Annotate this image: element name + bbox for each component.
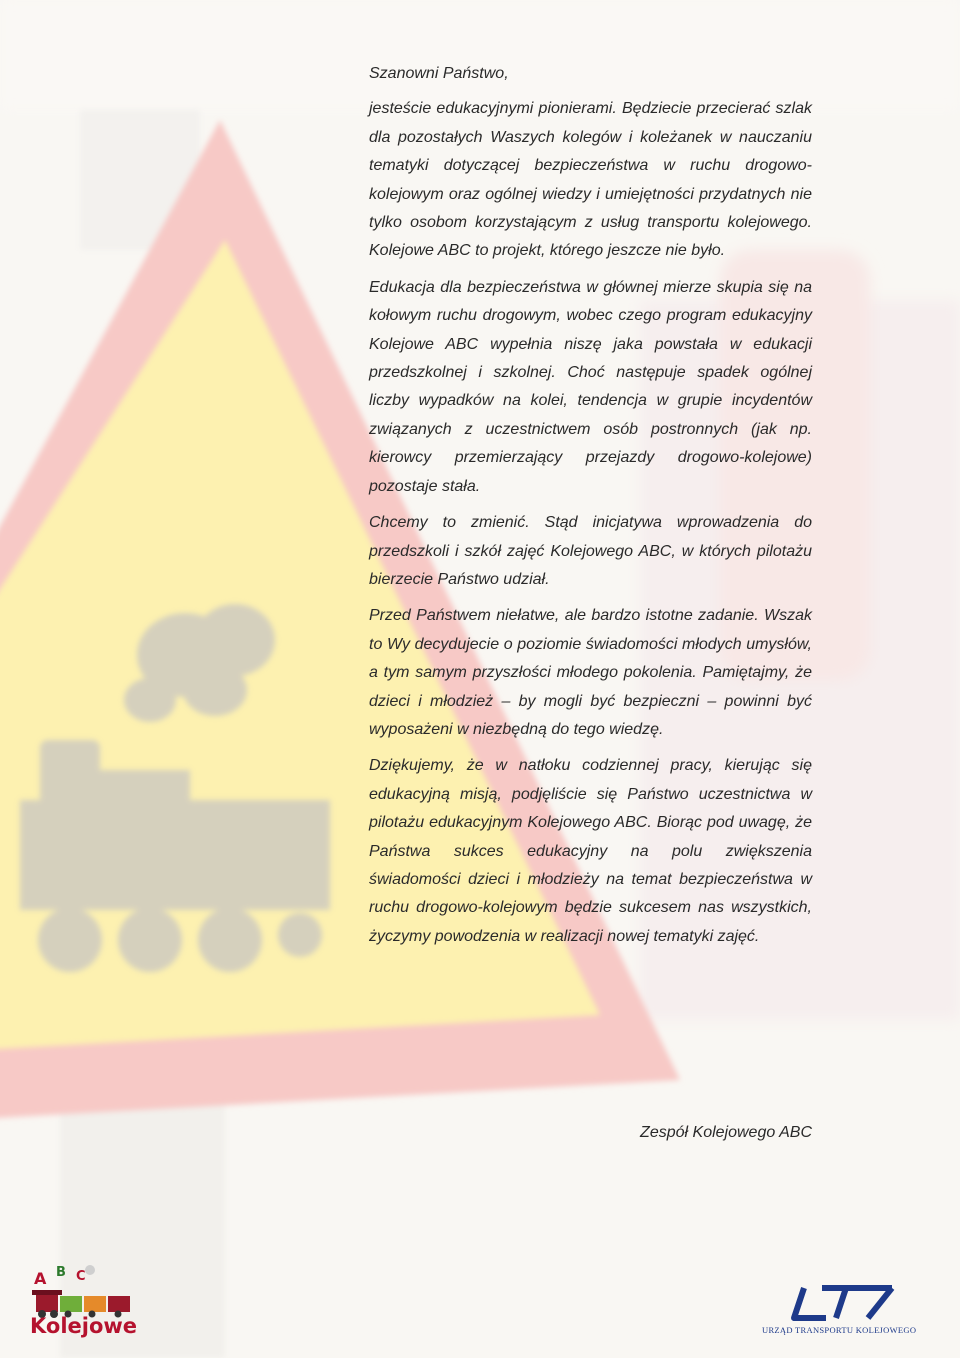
- letter-signature: Zespół Kolejowego ABC: [640, 1124, 812, 1141]
- logo-letter-b: B: [56, 1265, 66, 1280]
- logo-smoke-icon: [85, 1265, 95, 1275]
- letter-paragraph: Chcemy to zmienić. Stąd inicjatywa wprowadzenia do przedszkoli i szkół zajęć Kolejowego ABC, w których pilotażu bierzecie Państwo udział.: [369, 514, 812, 588]
- logo-wagon-icon: [60, 1296, 82, 1312]
- logo-locomotive-icon: [36, 1294, 58, 1312]
- letter-paragraph: Edukacja dla bezpieczeństwa w głównej mierze skupia się na kołowym ruchu drogowym, wobec czego program edukacyjny Kolejowe ABC wypełnia niszę jaka powstała w edukacji przedszkolnej i szkolnej. Choć następuje spadek ogólnej liczby wypadków na kolei, tendencja w grupie incydentów związanych z uczestnictwem osób postronnych (jak np. kierowcy przemierzający przejazdy drogowo-kolejowe) pozostaje stała.: [369, 278, 812, 495]
- utk-logo-icon: [784, 1284, 904, 1324]
- logo-letter-c: C: [76, 1269, 86, 1284]
- kolejowe-logo-wordmark: Kolejowe: [30, 1314, 138, 1338]
- logo-wagon-icon: [84, 1296, 106, 1312]
- utk-caption: URZĄD TRANSPORTU KOLEJOWEGO: [762, 1325, 917, 1335]
- letter-paragraph: jesteście edukacyjnymi pionierami. Będziecie przecierać szlak dla pozostałych Waszych kolegów i koleżanek w nauczaniu tematyki dotyczącej bezpieczeństwa w ruchu drogowo-kolejowym oraz ogólnej wiedzy i umiejętności przydatnych nie tylko osobom korzystającym z usług transportu kolejowego. Kolejowe ABC to projekt, którego jeszcze nie było.: [369, 100, 812, 260]
- logo-wagon-icon: [108, 1296, 130, 1312]
- logo-letter-a: A: [34, 1269, 47, 1288]
- letter-paragraph: Dziękujemy, że w natłoku codziennej pracy, kierując się edukacyjną misją, podjęliście się Państwo uczestnictwa w pilotażu edukacyjnym Kolejowego ABC. Biorąc pod uwagę, że Państwa sukces edukacyjny na polu zwiększenia świadomości dzieci i młodzieży na temat bezpieczeństwa w ruchu drogowo-kolejowym będzie sukcesem nas wszystkich, życzymy powodzenia w realizacji nowej tematyki zajęć.: [369, 757, 812, 945]
- letter-salutation: Szanowni Państwo,: [369, 65, 509, 82]
- letter-paragraph: Przed Państwem niełatwe, ale bardzo istotne zadanie. Wszak to Wy decydujecie o poziomie świadomości młodych umysłów, a tym samym przyszłości młodego pokolenia. Pamiętajmy, że dzieci i młodzież – by mogli być bezpieczni – powinni być wyposażeni w niezbędną do tego wiedzę.: [369, 607, 812, 738]
- letter-body: [369, 60, 812, 959]
